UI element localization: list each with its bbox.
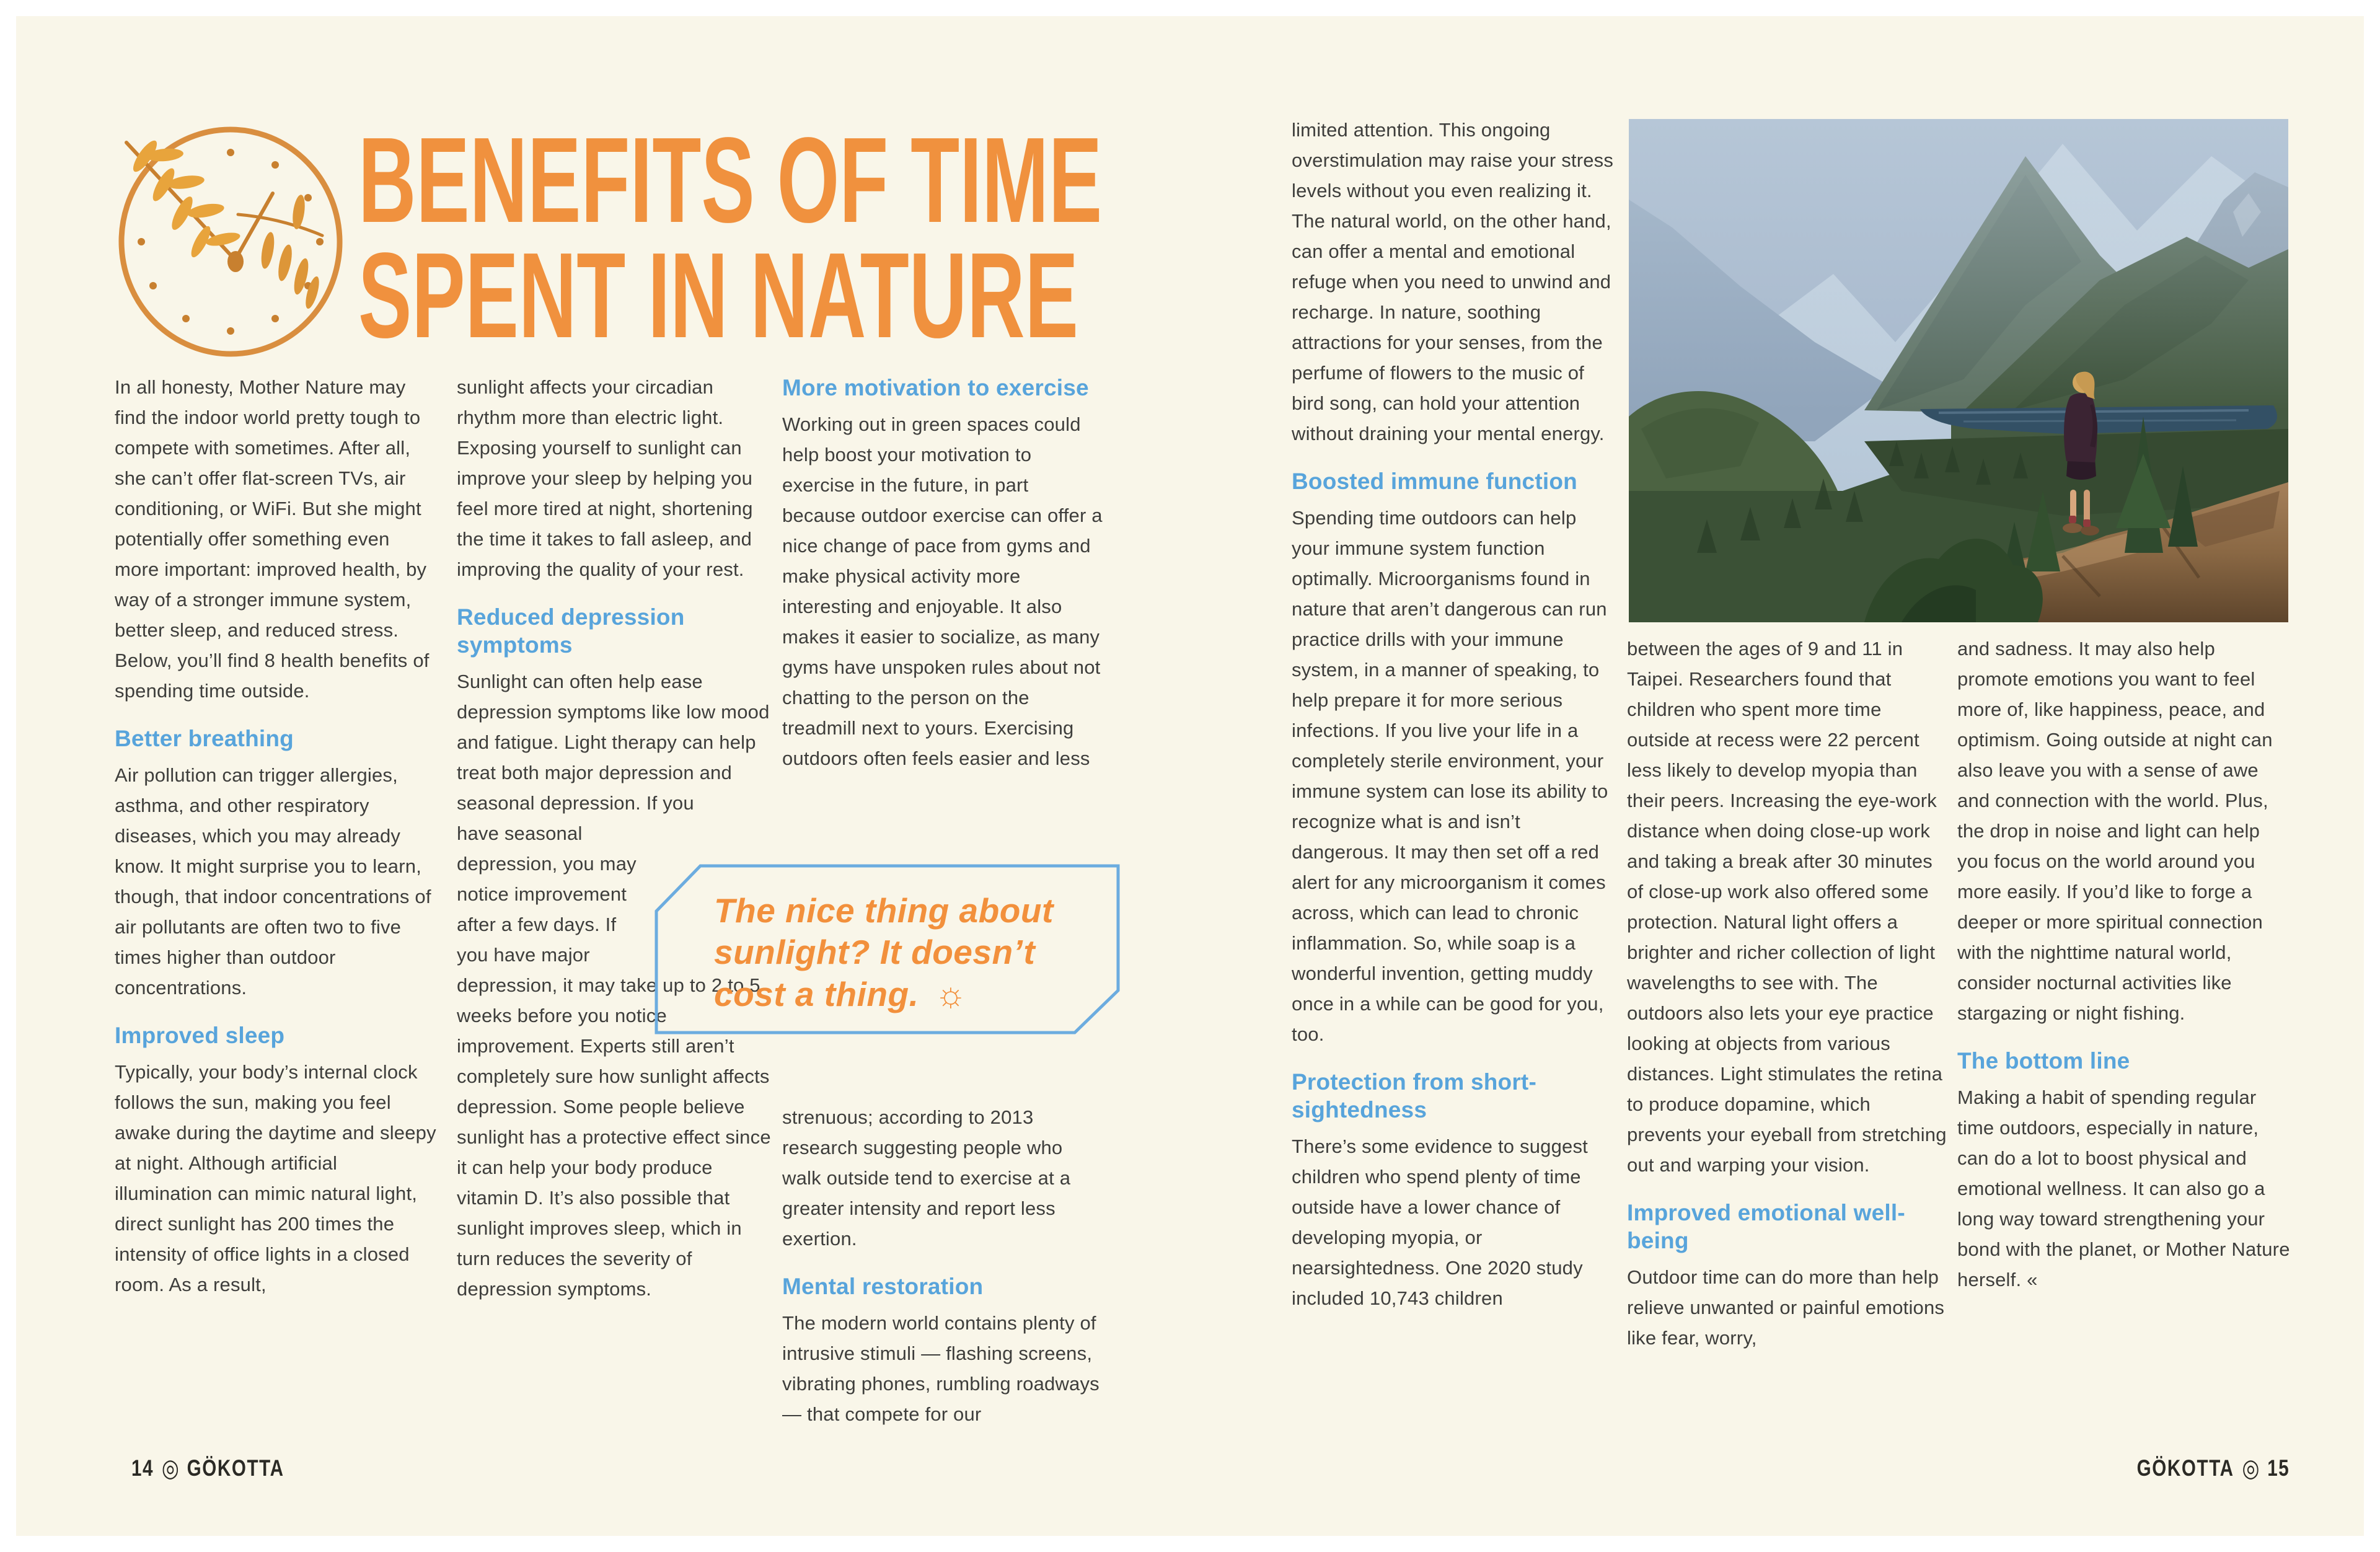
page-title-line1: BENEFITS OF TIME xyxy=(358,112,1103,248)
section-heading-improved-sleep: Improved sleep xyxy=(115,1023,285,1048)
body-paragraph-narrow: have seasonal depression, you may notice improvement after a few days. If you have major xyxy=(457,822,637,966)
body-paragraph: The modern world contains plenty of intrusive stimuli — flashing screens, vibrating phones, rumbling roadways — that compete for our xyxy=(782,1312,1100,1425)
body-paragraph: limited attention. This ongoing overstimulation may raise your stress levels without you even realizing it. The natural world, on the other hand, can offer a mental and emotional refuge when you need to unwind and recharge. In nature, soothing attractions for your senses, from the perfume of flowers to the music of bird song, can hold your attention without draining your mental energy. xyxy=(1292,119,1614,444)
footer-right xyxy=(2136,1454,2290,1483)
left-column-3-bottom xyxy=(782,1102,1104,1429)
body-paragraph: Typically, your body’s internal clock follows the sun, making you feel awake during the daytime and sleepy at night. Although artificial illumination can mimic natural light, direct sunlight has 200 times the intensity of office lights in a closed room. As a result, xyxy=(115,1061,436,1295)
branch-leaves-hanging xyxy=(259,194,322,310)
body-paragraph: between the ages of 9 and 11 in Taipei. Researchers found that children who spent more time outside at recess were 22 percent less likely to develop myopia than their peers. Increasing the eye-work distance when doing close-up work and taking a break after 30 minutes of close-up work also offered some protection. Natural light offers a brighter and richer collection of light wavelengths to see with. The outdoors also lets your eye practice looking at objects from various distances. Light stimulates the retina to produce dopamine, which prevents your eyeball from stretching out and warping your vision. xyxy=(1627,638,1947,1176)
right-column-3 xyxy=(1957,633,2290,1295)
left-column-3-top xyxy=(782,374,1104,774)
section-heading-mental-restoration: Mental restoration xyxy=(782,1274,984,1299)
pull-quote-sentence: The nice thing about sunlight? It doesn’t cost a thing. xyxy=(714,891,1054,1013)
intro-paragraph: In all honesty, Mother Nature may find the indoor world pretty tough to compete with sometimes. After all, she can’t offer flat-screen TVs, air conditioning, or WiFi. But she might potentially offer something even more important: improved health, by way of a stronger immune system, better sleep, and reduced stress. Below, you’ll find 8 health benefits of spending time outside. xyxy=(115,376,430,702)
pull-quote-box xyxy=(654,864,1121,1035)
pull-quote-text xyxy=(714,890,1086,1015)
body-paragraph: Spending time outdoors can help your immune system function optimally. Microorganisms found in nature that aren’t dangerous can run practice drills with your immune system, in a manner of speaking, to help prepare it for more serious infections. If you live your life in a completely sterile environment, your immune system can lose its ability to recognize what is and isn’t dangerous. It may then set off a red alert for any microorganism it comes across, which can lead to chronic inflammation. So, while soap is a wonderful invention, getting muddy once in a while can be good for you, too. xyxy=(1292,507,1608,1045)
left-column-2 xyxy=(457,372,777,1304)
page-number-right: 15 xyxy=(2267,1455,2290,1481)
clock-center-knob xyxy=(227,251,244,272)
page-title-line2: SPENT IN NATURE xyxy=(358,227,1078,363)
clock-branch-logo xyxy=(113,120,348,362)
body-paragraph: Outdoor time can do more than help relieve unwanted or painful emotions like fear, worry, xyxy=(1627,1266,1945,1349)
section-heading-bottom-line: The bottom line xyxy=(1957,1048,2130,1074)
body-paragraph: strenuous; according to 2013 research suggesting people who walk outside tend to exercise at a greater intensity and report less exertion. xyxy=(782,1106,1071,1250)
body-paragraph: sunlight affects your circadian rhythm more than electric light. Exposing yourself to sunlight can improve your sleep by helping you feel more tired at night, shortening the time it takes to fall asleep, and improving the quality of your rest. xyxy=(457,376,753,580)
concentric-circles-icon: ◎ xyxy=(2242,1455,2260,1482)
footer-left xyxy=(131,1454,284,1483)
section-heading-boosted-immune: Boosted immune function xyxy=(1292,469,1577,494)
section-heading-better-breathing: Better breathing xyxy=(115,726,294,751)
section-heading-reduced-depression: Reduced depression symptoms xyxy=(457,604,685,658)
concentric-circles-icon: ◎ xyxy=(161,1455,179,1482)
section-heading-emotional-wellbeing: Improved emotional well-being xyxy=(1627,1200,1905,1253)
right-column-1 xyxy=(1292,115,1619,1313)
body-paragraph: Working out in green spaces could help boost your motivation to exercise in the future, in part because outdoor exercise can offer a nice change of pace from gyms and make physical activity more interesting and enjoyable. It also makes it easier to socialize, as many gyms have unspoken rules about not chatting to the person on the treadmill next to yours. Exercising outdoors often feels easier and less xyxy=(782,413,1103,769)
body-paragraph: Making a habit of spending regular time outdoors, especially in nature, can do a lot to boost physical and emotional wellness. It can also go a long way toward strengthening your bond with the planet, or Mother Nature herself. « xyxy=(1957,1087,2290,1290)
section-heading-more-motivation: More motivation to exercise xyxy=(782,375,1089,400)
right-column-2 xyxy=(1627,633,1949,1353)
body-paragraph: Sunlight can often help ease depression symptoms like low mood and fatigue. Light therapy can help treat both major depression and seasonal depression. If you xyxy=(457,671,770,814)
branch-leaves xyxy=(130,138,242,260)
left-column-1 xyxy=(115,372,437,1300)
body-paragraph: Air pollution can trigger allergies, asthma, and other respiratory diseases, which you may already know. It might surprise you to learn, though, that indoor concentrations of air pollutants are often two to five times higher than outdoor concentrations. xyxy=(115,764,431,999)
body-paragraph: There’s some evidence to suggest children who spend plenty of time outside have a lower chance of developing myopia, or nearsightedness. One 2020 study included 10,743 children xyxy=(1292,1135,1588,1309)
body-paragraph: depression, it may take up to 2 to 5 weeks before you notice improvement. Experts still aren’t completely sure how sunlight affects depression. Some people believe sunlight has a protective effect since it can help your body produce vitamin D. It’s also possible that sunlight improves sleep, which in turn reduces the severity of depression symptoms. xyxy=(457,974,771,1300)
section-heading-short-sightedness: Protection from short-sightedness xyxy=(1292,1069,1536,1122)
magazine-name: GÖKOTTA xyxy=(2136,1455,2234,1481)
page-number-left: 14 xyxy=(131,1455,154,1481)
magazine-name: GÖKOTTA xyxy=(187,1455,284,1481)
sun-icon: ☼ xyxy=(935,974,967,1013)
nature-photo xyxy=(1629,119,2288,622)
body-paragraph: and sadness. It may also help promote emotions you want to feel more of, like happiness, peace, and optimism. Going outside at night can also leave you with a sense of awe and connection with the world. Plus, the drop in noise and light can help you focus on the world around you more easily. If you’d like to forge a deeper or more spiritual connection with the nighttime natural world, consider nocturnal activities like stargazing or night fishing. xyxy=(1957,638,2273,1024)
